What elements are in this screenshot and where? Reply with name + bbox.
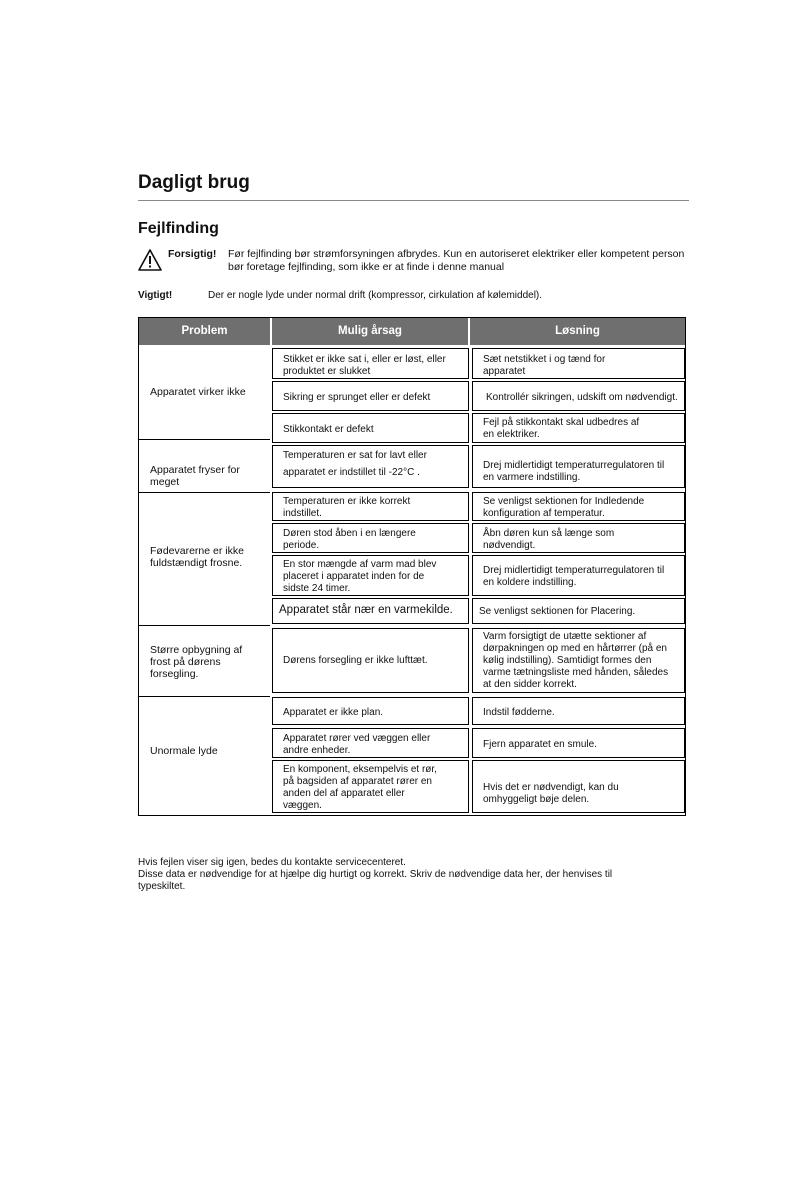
footer-note — [138, 857, 678, 893]
solution-line: Åbn døren kun så længe som — [483, 528, 615, 539]
cause-line: Apparatet står nær en varmekilde. — [279, 604, 453, 616]
problem-line: Unormale lyde — [150, 745, 218, 757]
cause-line: Apparatet rører ved væggen eller — [283, 733, 431, 744]
cause-line: væggen. — [283, 800, 322, 811]
cause-line: periode. — [283, 540, 320, 551]
cause-line: andre enheder. — [283, 745, 351, 756]
solution-line: Indstil fødderne. — [483, 707, 555, 718]
cause-line: Dørens forsegling er ikke lufttæt. — [283, 655, 428, 666]
solution-line: Fjern apparatet en smule. — [483, 739, 597, 750]
problem-line: frost på dørens — [150, 656, 221, 668]
solution-cell — [472, 348, 685, 379]
cause-cell — [272, 381, 469, 411]
cause-line: Apparatet er ikke plan. — [283, 707, 384, 718]
solution-line: omhyggeligt bøje delen. — [483, 794, 590, 805]
solution-cell — [472, 555, 685, 596]
important-label: Vigtigt! — [138, 290, 173, 301]
cause-line: Stikket er ikke sat i, eller er løst, eller — [283, 354, 446, 365]
solution-line: apparatet — [483, 366, 526, 377]
problem-line: Større opbygning af — [150, 644, 243, 656]
header-cause: Mulig årsag — [338, 325, 402, 337]
problem-cell — [139, 439, 270, 492]
problem-line: meget — [150, 476, 180, 488]
cause-cell — [272, 728, 469, 758]
solution-line: Varm forsigtigt de utætte sektioner af — [483, 631, 647, 642]
footer-line: typeskiltet. — [138, 881, 186, 892]
solution-cell — [472, 523, 685, 553]
solution-line: en koldere indstilling. — [483, 577, 577, 588]
warning-text-line: Før fejlfinding bør strømforsyningen afbrydes. Kun en autoriseret elektriker eller kompetent person — [228, 248, 685, 260]
footer-line: Hvis fejlen viser sig igen, bedes du kontakte servicecenteret. — [138, 857, 406, 868]
table-header — [139, 318, 685, 345]
cause-cell — [272, 598, 469, 624]
solution-line: en elektriker. — [483, 429, 540, 440]
solution-line: kølig indstilling). Samtidigt formes den — [483, 655, 652, 666]
solution-cell — [472, 492, 685, 521]
cause-line: Sikring er sprunget eller er defekt — [283, 392, 431, 403]
warning-text — [228, 248, 698, 274]
problem-line: forsegling. — [150, 668, 199, 680]
solution-cell — [472, 445, 685, 488]
solution-cell — [472, 413, 685, 443]
header-problem: Problem — [181, 325, 228, 337]
cause-cell — [272, 492, 469, 521]
cause-line: sidste 24 timer. — [283, 583, 351, 594]
solution-line: dørpakningen op med en hårtørrer (på en — [483, 643, 667, 654]
cause-line: indstillet. — [283, 508, 322, 519]
problem-cell — [139, 696, 270, 816]
cause-cell — [272, 555, 469, 596]
cause-line: på bagsiden af apparatet rører en — [283, 776, 432, 787]
problem-line: Apparatet fryser for — [150, 464, 240, 476]
cause-line: placeret i apparatet inden for de — [283, 571, 425, 582]
cause-line: Temperaturen er ikke korrekt — [283, 496, 411, 507]
cause-cell — [272, 445, 469, 488]
header-solution: Løsning — [555, 325, 600, 337]
header-divider — [270, 318, 272, 345]
warning-triangle-icon — [138, 249, 162, 271]
warning-text-line: bør foretage fejlfinding, som ikke er at finde i denne manual — [228, 261, 505, 273]
cause-line: apparatet er indstillet til -22°C . — [283, 467, 420, 478]
solution-line: Sæt netstikket i og tænd for — [483, 354, 606, 365]
cause-cell — [272, 628, 469, 693]
cause-line: En komponent, eksempelvis et rør, — [283, 764, 437, 775]
cause-line: En stor mængde af varm mad blev — [283, 559, 437, 570]
important-text: Der er nogle lyde under normal drift (kompressor, cirkulation af kølemiddel). — [208, 290, 543, 301]
solution-cell — [472, 598, 685, 624]
footer-line: Disse data er nødvendige for at hjælpe dig hurtigt og korrekt. Skriv de nødvendige data her, der henvises til — [138, 869, 613, 880]
warning-label: Forsigtig! — [168, 248, 217, 260]
header-divider — [468, 318, 470, 345]
problem-cell — [139, 625, 270, 696]
solution-cell — [472, 760, 685, 813]
solution-cell — [472, 697, 685, 725]
cause-line: Døren stod åben i en længere — [283, 528, 416, 539]
cause-cell — [272, 413, 469, 443]
cause-line: produktet er slukket — [283, 366, 371, 377]
page-title: Dagligt brug — [138, 172, 250, 193]
solution-line: Hvis det er nødvendigt, kan du — [483, 782, 619, 793]
solution-line: Se venligst sektionen for Placering. — [479, 606, 636, 617]
solution-line: nødvendigt. — [483, 540, 536, 551]
solution-line: varme tætningsliste med hånden, således — [483, 667, 669, 678]
cause-cell — [272, 523, 469, 553]
solution-line: Drej midlertidigt temperaturregulatoren til — [483, 460, 665, 471]
solution-cell — [472, 728, 685, 758]
problem-line: fuldstændigt frosne. — [150, 557, 243, 569]
solution-line: Fejl på stikkontakt skal udbedres af — [483, 417, 640, 428]
cause-cell — [272, 760, 469, 813]
problem-line: Apparatet virker ikke — [150, 386, 246, 398]
solution-line: Drej midlertidigt temperaturregulatoren til — [483, 565, 665, 576]
cause-line: anden del af apparatet eller — [283, 788, 405, 799]
section-title: Fejlfinding — [138, 220, 219, 237]
solution-line: at den sidder korrekt. — [483, 679, 577, 690]
solution-line: Kontrollér sikringen, udskift om nødvendigt. — [486, 392, 678, 403]
title-divider — [138, 200, 689, 201]
solution-line: konfiguration af temperatur. — [483, 508, 605, 519]
cause-cell — [272, 697, 469, 725]
problem-cell — [139, 492, 270, 625]
solution-line: Se venligst sektionen for Indledende — [483, 496, 645, 507]
cause-cell — [272, 348, 469, 379]
cause-line: Temperaturen er sat for lavt eller — [283, 450, 427, 461]
solution-cell — [472, 381, 685, 411]
problem-line: Fødevarerne er ikke — [150, 545, 244, 557]
problem-cell — [139, 345, 270, 439]
solution-line: en varmere indstilling. — [483, 472, 581, 483]
solution-cell — [472, 628, 685, 693]
cause-line: Stikkontakt er defekt — [283, 424, 374, 435]
troubleshooting-table — [138, 317, 686, 816]
